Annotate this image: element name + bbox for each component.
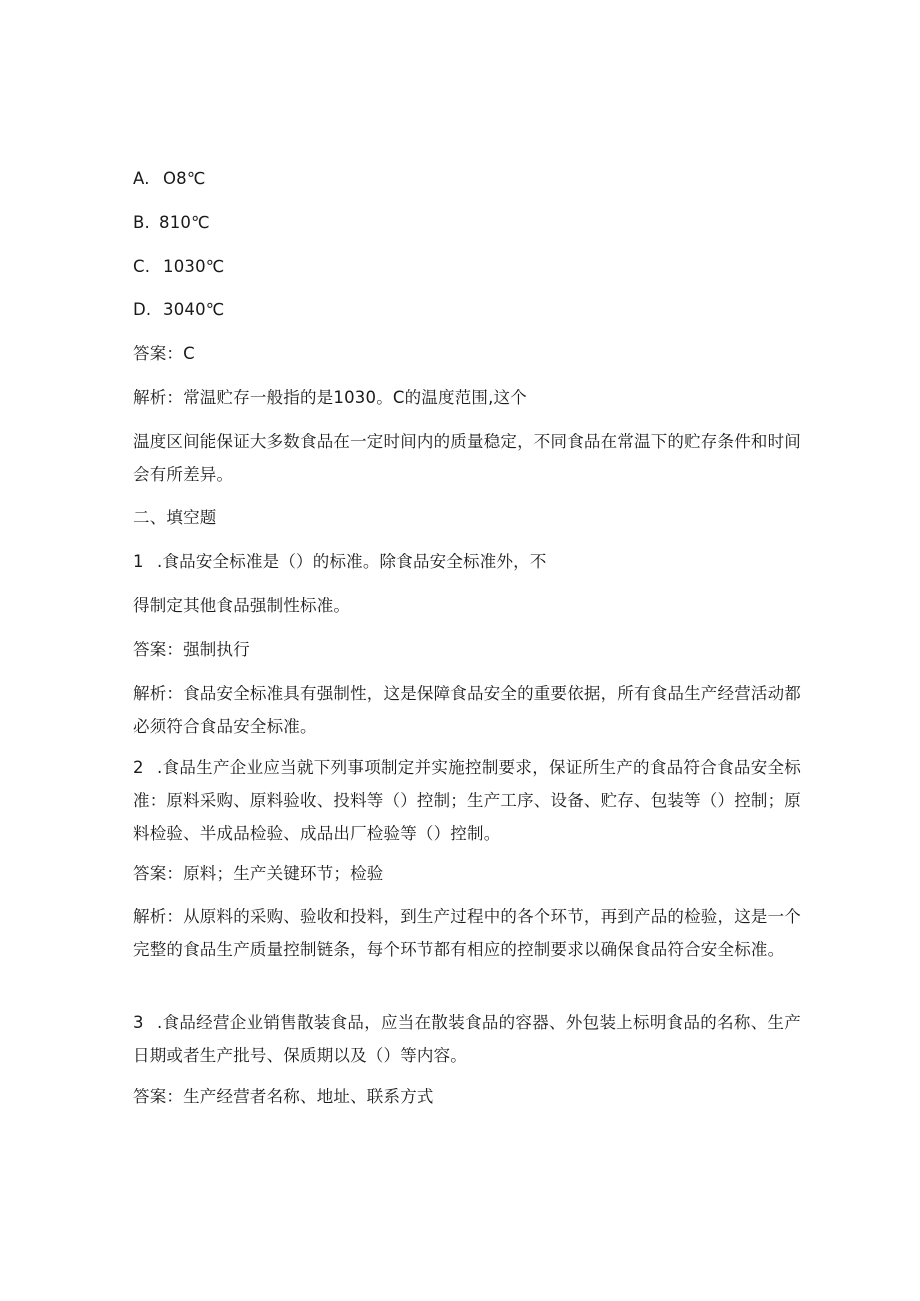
option-a xyxy=(133,162,813,195)
question-2 xyxy=(133,751,801,850)
section-title: 二、填空题 xyxy=(133,508,217,527)
question-1-line2: 得制定其他食品强制性标准。 xyxy=(133,596,351,615)
option-c-letter: C. xyxy=(133,257,151,276)
option-d-letter: D. xyxy=(133,300,152,319)
question-2-number: 2 xyxy=(133,758,144,777)
question-1-analysis: 解析：食品安全标准具有强制性，这是保障食品安全的重要依据，所有食品生产经营活动都必须符合食品安全标准。 xyxy=(133,684,801,736)
option-a-text: O8℃ xyxy=(163,169,206,188)
mc-answer: 答案：C xyxy=(133,344,195,363)
question-3 xyxy=(133,1006,801,1072)
option-c xyxy=(133,250,813,283)
question-3-number: 3 xyxy=(133,1013,144,1032)
question-2-text: .食品生产企业应当就下列事项制定并实施控制要求，保证所生产的食品符合食品安全标准：原料采购、原料验收、投料等（）控制；生产工序、设备、贮存、包装等（）控制；原料检验、半成品检验、成品出厂检验等（）控制。 xyxy=(133,758,801,843)
option-d-text: 3040℃ xyxy=(163,300,225,319)
option-b-text: 810℃ xyxy=(159,213,210,232)
option-a-letter: A. xyxy=(133,169,150,188)
option-b xyxy=(133,206,813,239)
question-1-line1 xyxy=(133,545,813,578)
option-c-text: 1030℃ xyxy=(163,257,225,276)
question-3-text: .食品经营企业销售散装食品，应当在散装食品的容器、外包装上标明食品的名称、生产日期或者生产批号、保质期以及（）等内容。 xyxy=(133,1013,801,1065)
question-3-answer: 答案：生产经营者名称、地址、联系方式 xyxy=(133,1087,434,1106)
question-2-answer: 答案：原料；生产关键环节；检验 xyxy=(133,864,384,883)
option-b-letter: B. xyxy=(133,213,150,232)
mc-analysis-line2: 温度区间能保证大多数食品在一定时间内的质量稳定，不同食品在常温下的贮存条件和时间会有所差异。 xyxy=(133,432,801,484)
question-1-number: 1 xyxy=(133,552,144,571)
question-2-analysis: 解析：从原料的采购、验收和投料，到生产过程中的各个环节，再到产品的检验，这是一个完整的食品生产质量控制链条，每个环节都有相应的控制要求以确保食品符合安全标准。 xyxy=(133,907,801,959)
question-1-text: .食品安全标准是（）的标准。除食品安全标准外，不 xyxy=(157,552,547,571)
option-d xyxy=(133,293,813,326)
question-1-answer: 答案：强制执行 xyxy=(133,640,250,659)
mc-analysis-line1: 解析：常温贮存一般指的是1030。C的温度范围,这个 xyxy=(133,388,527,407)
